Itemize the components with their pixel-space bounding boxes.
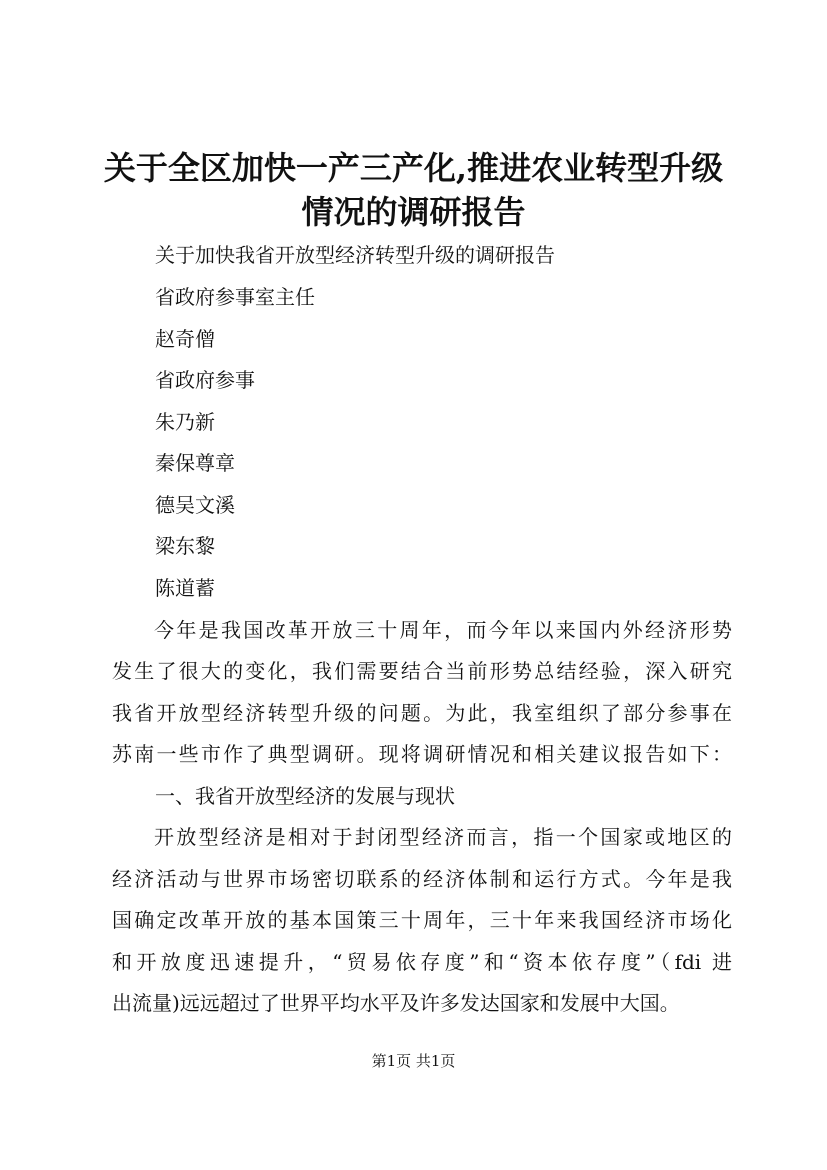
paragraph-line: 今年是我国改革开放三十周年，而今年以来国内外经济形势 xyxy=(154,618,732,642)
paragraph-line: 我省开放型经济转型升级的问题。为此，我室组织了部分参事在 xyxy=(112,701,732,725)
author-line: 德吴文溪 xyxy=(155,493,235,517)
paragraph-line: 和开放度迅速提升，“贸易依存度”和“资本依存度”（fdi 进 xyxy=(112,950,732,974)
paragraph-line: 苏南一些市作了典型调研。现将调研情况和相关建议报告如下： xyxy=(112,742,732,766)
section-heading: 一、我省开放型经济的发展与现状 xyxy=(155,784,455,808)
paragraph-line: 经济活动与世界市场密切联系的经济体制和运行方式。今年是我 xyxy=(112,867,732,891)
document-title-line-1: 关于全区加快一产三产化,推进农业转型升级 xyxy=(103,149,724,187)
author-line: 陈道蓄 xyxy=(155,576,215,600)
paragraph-line: 出流量)远远超过了世界平均水平及许多发达国家和发展中大国。 xyxy=(112,991,680,1015)
author-line: 秦保尊章 xyxy=(155,451,235,475)
paragraph-line: 开放型经济是相对于封闭型经济而言，指一个国家或地区的 xyxy=(154,825,732,849)
paragraph-line: 发生了很大的变化，我们需要结合当前形势总结经验，深入研究 xyxy=(112,659,732,683)
author-line: 赵奇僧 xyxy=(155,327,215,351)
report-subtitle: 关于加快我省开放型经济转型升级的调研报告 xyxy=(155,243,555,267)
author-line: 省政府参事 xyxy=(155,368,255,392)
author-line: 省政府参事室主任 xyxy=(155,285,315,309)
page-number-footer: 第1页 共1页 xyxy=(371,1052,456,1070)
document-title-line-2: 情况的调研报告 xyxy=(301,193,526,231)
paragraph-line: 国确定改革开放的基本国策三十周年，三十年来我国经济市场化 xyxy=(112,908,732,932)
author-line: 梁东黎 xyxy=(155,534,215,558)
author-line: 朱乃新 xyxy=(155,410,215,434)
